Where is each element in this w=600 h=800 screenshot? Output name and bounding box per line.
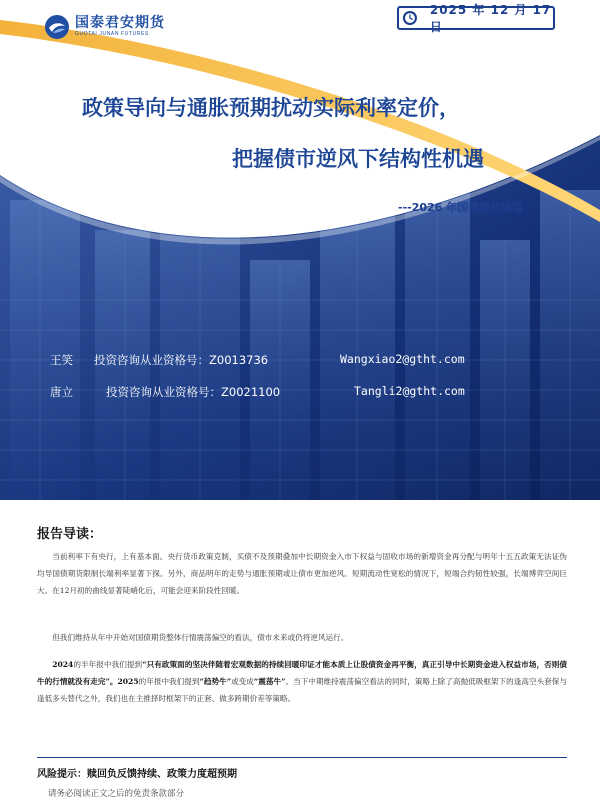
guide-paragraph: 当前利率下有央行，上有基本面。央行货币政策克制，买债不及预期叠加中长期资金入市下权益与固收市场的新增资金再分配与明年十五五政策无法证伪均导国债期货限制长端利率显著下探。另外，商品明年的走势与通胀预期或让债市更加逆风。短期流动性宽松的情况下，短端合约韧性较强，长端博弈空间巨大。在12月初的曲线显著陡峭化后，可能会迎来阶段性回暖。 — [37, 552, 567, 595]
section-divider — [37, 757, 567, 758]
guide-paragraph — [37, 656, 567, 707]
guide-emph: 2024 — [52, 660, 74, 669]
guide-paragraph: 但我们维持从年中开始对国债期货整体行情震荡偏空的看法，债市未来或仍将逆风运行。 — [52, 633, 349, 642]
disclaimer-note: 请务必阅读正文之后的免责条款部分 — [48, 789, 185, 799]
report-subtitle: ---2026 年国债期货展望 — [398, 201, 524, 214]
company-logo — [44, 14, 165, 40]
author-email[interactable]: Tangli2@gtht.com — [354, 384, 465, 398]
guide-heading: 报告导读： — [37, 527, 103, 542]
report-date-box — [397, 3, 555, 34]
report-date: 2025 年 12 月 17 日 — [429, 3, 552, 34]
company-logo-icon — [44, 14, 70, 40]
risk-warning: 风险提示：赎回负反馈持续、政策力度超预期 — [37, 769, 237, 780]
guide-text: 的年报中我们提到 — [138, 677, 200, 686]
report-title-line2: 把握债市逆风下结构性机遇 — [232, 147, 484, 171]
guide-emph: “震荡牛” — [253, 677, 286, 686]
company-name-cn: 国泰君安期货 — [75, 15, 165, 31]
guide-text: 或变成 — [231, 677, 254, 686]
clock-icon — [402, 9, 418, 27]
author-license: 投资咨询从业资格号：Z0021100 — [106, 385, 281, 399]
guide-emph: “只有政策面的坚决伴随着宏观数据的持续回暖印证才能本质上让股债资金再平衡，真正引导中长期资金进入权益市场，否则债牛的行情就没有走完”。 — [37, 660, 567, 686]
author-email[interactable]: Wangxiao2@gtht.com — [340, 352, 465, 366]
author-license: 投资咨询从业资格号：Z0013736 — [94, 353, 269, 367]
report-title-line1: 政策导向与通胀预期扰动实际利率定价， — [82, 96, 460, 120]
guide-text: 。当下中期维持震荡偏空看法的同时，策略上除了高抛低吸框架下的逢高空头套保与逢低多头替代之外，我们也在主推择时框架下的正套、做多跨期价差等策略。 — [37, 677, 567, 703]
company-name-en: GUOTAI JUNAN FUTURES — [75, 31, 149, 37]
guide-emph: “趋势牛” — [199, 677, 232, 686]
author-name: 唐立 — [50, 385, 73, 399]
guide-text: 的半年报中我们提到 — [73, 660, 143, 669]
guide-emph: 2025 — [117, 677, 139, 686]
author-name: 王笑 — [50, 353, 73, 367]
